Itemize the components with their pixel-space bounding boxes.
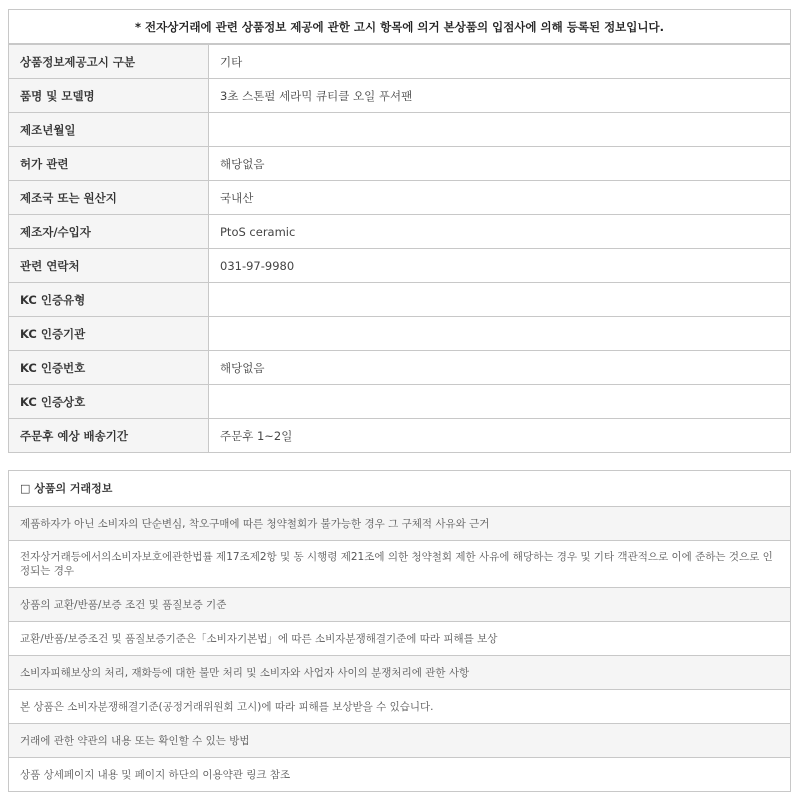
info-row <box>9 419 791 453</box>
info-label: KC 인증상호 <box>9 385 209 419</box>
trade-answer-dispute: 본 상품은 소비자분쟁해결기준(공정거래위원회 고시)에 따라 피해를 보상받을 수 있습니다. <box>9 689 790 723</box>
info-label: 관련 연락처 <box>9 249 209 283</box>
info-row <box>9 351 791 385</box>
info-row <box>9 249 791 283</box>
trade-info-section <box>8 470 791 792</box>
info-value: 031-97-9980 <box>209 249 791 283</box>
info-label: 허가 관련 <box>9 147 209 181</box>
info-label: 품명 및 모델명 <box>9 79 209 113</box>
notice-banner: * 전자상거래에 관련 상품정보 제공에 관한 고시 항목에 의거 본상품의 입점사에 의해 등록된 정보입니다. <box>8 9 791 44</box>
info-label: KC 인증기관 <box>9 317 209 351</box>
info-value: 국내산 <box>209 181 791 215</box>
info-row <box>9 181 791 215</box>
info-row <box>9 385 791 419</box>
info-label: 제조국 또는 원산지 <box>9 181 209 215</box>
info-row <box>9 317 791 351</box>
product-info-table <box>8 44 791 453</box>
trade-question-exchange-warranty: 상품의 교환/반품/보증 조건 및 품질보증 기준 <box>9 587 790 621</box>
info-value <box>209 283 791 317</box>
trade-question-terms: 거래에 관한 약관의 내용 또는 확인할 수 있는 방법 <box>9 723 790 757</box>
info-value: 해당없음 <box>209 351 791 385</box>
info-label: 제조년월일 <box>9 113 209 147</box>
info-value <box>209 317 791 351</box>
info-label: 주문후 예상 배송기간 <box>9 419 209 453</box>
info-value: PtoS ceramic <box>209 215 791 249</box>
info-label: KC 인증번호 <box>9 351 209 385</box>
info-row <box>9 215 791 249</box>
info-value <box>209 385 791 419</box>
trade-answer-terms: 상품 상세페이지 내용 및 페이지 하단의 이용약관 링크 참조 <box>9 757 790 791</box>
info-row <box>9 45 791 79</box>
info-row <box>9 147 791 181</box>
trade-question-dispute: 소비자피해보상의 처리, 재화등에 대한 불만 처리 및 소비자와 사업자 사이의 분쟁처리에 관한 사항 <box>9 655 790 689</box>
trade-answer-exchange-warranty: 교환/반품/보증조건 및 품질보증기준은「소비자기본법」에 따른 소비자분쟁해결기준에 따라 피해를 보상 <box>9 621 790 655</box>
info-value: 주문후 1~2일 <box>209 419 791 453</box>
product-info-section <box>8 9 791 453</box>
info-value <box>209 113 791 147</box>
info-row <box>9 79 791 113</box>
info-label: 제조자/수입자 <box>9 215 209 249</box>
info-label: 상품정보제공고시 구분 <box>9 45 209 79</box>
info-value: 3초 스톤펄 세라믹 큐티클 오일 푸셔팬 <box>209 79 791 113</box>
info-value: 기타 <box>209 45 791 79</box>
info-row <box>9 113 791 147</box>
info-row <box>9 283 791 317</box>
info-value: 해당없음 <box>209 147 791 181</box>
trade-info-heading: □ 상품의 거래정보 <box>9 471 790 506</box>
trade-question-refund-limit: 제품하자가 아닌 소비자의 단순변심, 착오구매에 따른 청약철회가 불가능한 경우 그 구체적 사유와 근거 <box>9 506 790 540</box>
info-label: KC 인증유형 <box>9 283 209 317</box>
trade-answer-refund-limit: 전자상거래등에서의소비자보호에관한법률 제17조제2항 및 동 시행령 제21조에 의한 청약철회 제한 사유에 해당하는 경우 및 기타 객관적으로 이에 준하는 것으로 인정되는 경우 <box>9 540 790 587</box>
